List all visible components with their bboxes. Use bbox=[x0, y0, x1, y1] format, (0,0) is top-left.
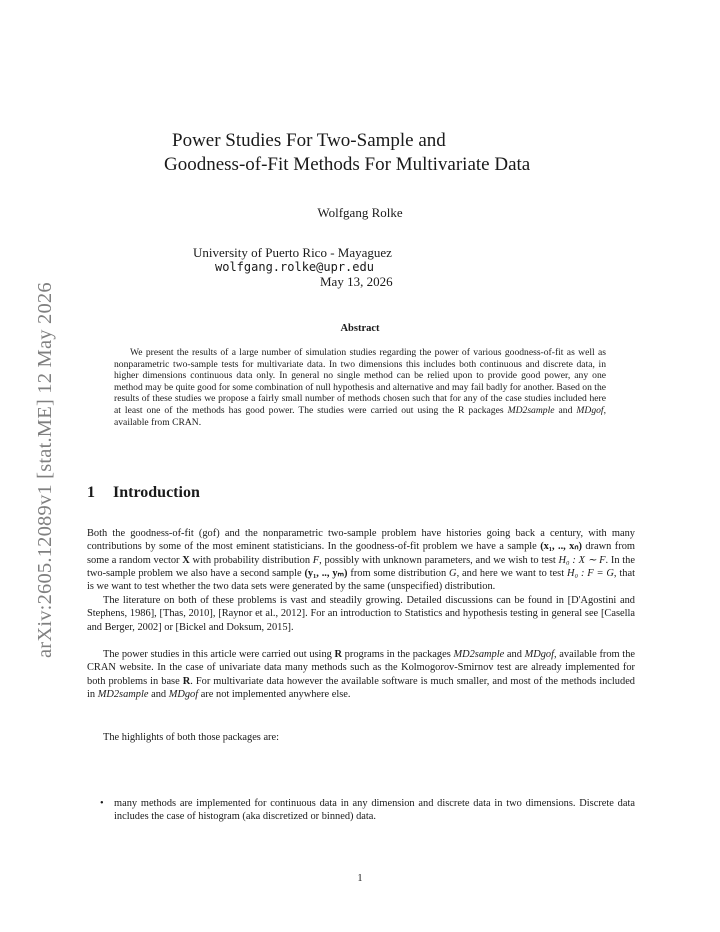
p3-text-g: are not implemented anywhere else. bbox=[198, 688, 351, 700]
arxiv-identifier-stamp bbox=[20, 248, 56, 658]
math-g: G bbox=[449, 567, 457, 579]
p3-text-a: The power studies in this article were carried out using bbox=[103, 649, 335, 660]
math-h0-gof: H₀ : X ∼ F bbox=[558, 554, 606, 566]
p3-text-e: . For multivariate data however the available software is much smaller, and most of the methods included in bbox=[87, 675, 635, 700]
r-language-2: R bbox=[182, 675, 191, 687]
p1-text-g: , and here we want to test bbox=[456, 567, 567, 579]
p3-text-f: and bbox=[148, 688, 169, 700]
section-heading-introduction bbox=[87, 484, 200, 502]
abstract-text-b: , available from CRAN. bbox=[114, 404, 606, 428]
pkg-mdgof-1: MDgof bbox=[524, 649, 555, 660]
pkg-md2sample-2: MD2sample bbox=[97, 688, 149, 700]
p3-text-b: programs in the packages bbox=[342, 649, 454, 660]
p1-text-f: from some distribution bbox=[347, 567, 450, 579]
list-item bbox=[100, 797, 635, 824]
p3-text-d: , available from the CRAN website. In the case of univariate data many methods such as the Kolmogorov-Smirnov test are already implemented for both problems in base bbox=[87, 649, 635, 687]
abstract-text bbox=[114, 347, 606, 428]
p1-text-h: , that is we want to test whether the two data sets were generated by the same (unspecified) distribution. bbox=[87, 567, 635, 593]
list-item-text: many methods are implemented for continuous data in any dimension and discrete data in two dimensions. Discrete data includes the case of histogram (aka discretized or binned) data. bbox=[114, 798, 635, 823]
intro-paragraph-1 bbox=[87, 527, 635, 593]
p3-text-c: and bbox=[504, 649, 525, 660]
pkg-mdgof-2: MDgof bbox=[168, 688, 199, 700]
section-title: Introduction bbox=[113, 484, 200, 501]
abstract-pkg-md2sample: MD2sample bbox=[507, 404, 555, 416]
author-affiliation: University of Puerto Rico - Mayaguez bbox=[193, 245, 392, 260]
highlights-list bbox=[100, 797, 635, 824]
math-x-sample: (x₁, .., xₙ) bbox=[540, 541, 582, 553]
p1-text-c: with probability distribution bbox=[189, 554, 313, 566]
title-line-1: Power Studies For Two-Sample and bbox=[172, 130, 446, 151]
p1-text-d: , possibly with unknown parameters, and we wish to test bbox=[319, 554, 559, 566]
abstract-pkg-mdgof: MDgof bbox=[576, 404, 604, 416]
arxiv-id-text: arXiv:2605.12089v1 [stat.ME] 12 May 2026 bbox=[34, 282, 56, 658]
paper-date: May 13, 2026 bbox=[320, 274, 393, 289]
math-random-vector-x: X bbox=[182, 554, 190, 566]
intro-paragraph-2: The literature on both of these problems is vast and steadily growing. Detailed discussions can be found in [D'Agostini and Stephens, 1986], [Thas, 2010], [Raynor et al., 2012]. For an introduction to Statistics and hypothesis testing in general see [Casella and Berger, 2002] or [Bickel and Doksum, 2015]. bbox=[87, 595, 635, 633]
p1-text-e: . In the two-sample problem we also have a second sample bbox=[87, 554, 635, 579]
math-y-sample: (y₁, .., yₘ) bbox=[304, 567, 348, 579]
r-language-1: R bbox=[334, 649, 343, 660]
section-number: 1 bbox=[87, 484, 95, 501]
pkg-md2sample-1: MD2sample bbox=[453, 649, 505, 660]
intro-paragraph-4: The highlights of both those packages are: bbox=[103, 732, 280, 743]
bullet-icon: • bbox=[100, 798, 104, 809]
abstract-heading: Abstract bbox=[340, 323, 380, 334]
title-line-2: Goodness-of-Fit Methods For Multivariate Data bbox=[164, 154, 531, 175]
abstract-text-a: We present the results of a large number of simulation studies regarding the power of various goodness-of-fit as well as nonparametric two-sample tests for multivariate data. In two dimensions this includes both continuous and discrete data, in higher dimensions continuous data only. In general no single method can be relied upon to provide good power, any one method may be quite good for some combination of null hypothesis and alternative and may fail badly for another. Based on the results of these studies we propose a fairly small number of methods chosen such that for any of the case studies included here at least one of the methods has good power. The studies were carried out using the R packages bbox=[114, 347, 606, 416]
page-number: 1 bbox=[357, 873, 363, 884]
author-email: wolfgang.rolke@upr.edu bbox=[215, 260, 374, 274]
math-f: F bbox=[312, 554, 320, 566]
p1-text-a: Both the goodness-of-fit (gof) and the nonparametric two-sample problem have histories going back a century, with many contributions by some of the most eminent statisticians. In the goodness-of-fit problem we have a sample bbox=[87, 528, 635, 553]
intro-paragraph-3 bbox=[87, 648, 635, 701]
abstract-and: and bbox=[554, 404, 577, 416]
author-name: Wolfgang Rolke bbox=[317, 205, 403, 220]
math-h0-two-sample: H₀ : F = G bbox=[566, 567, 614, 579]
p1-text-b: drawn from some a random vector bbox=[87, 541, 635, 566]
